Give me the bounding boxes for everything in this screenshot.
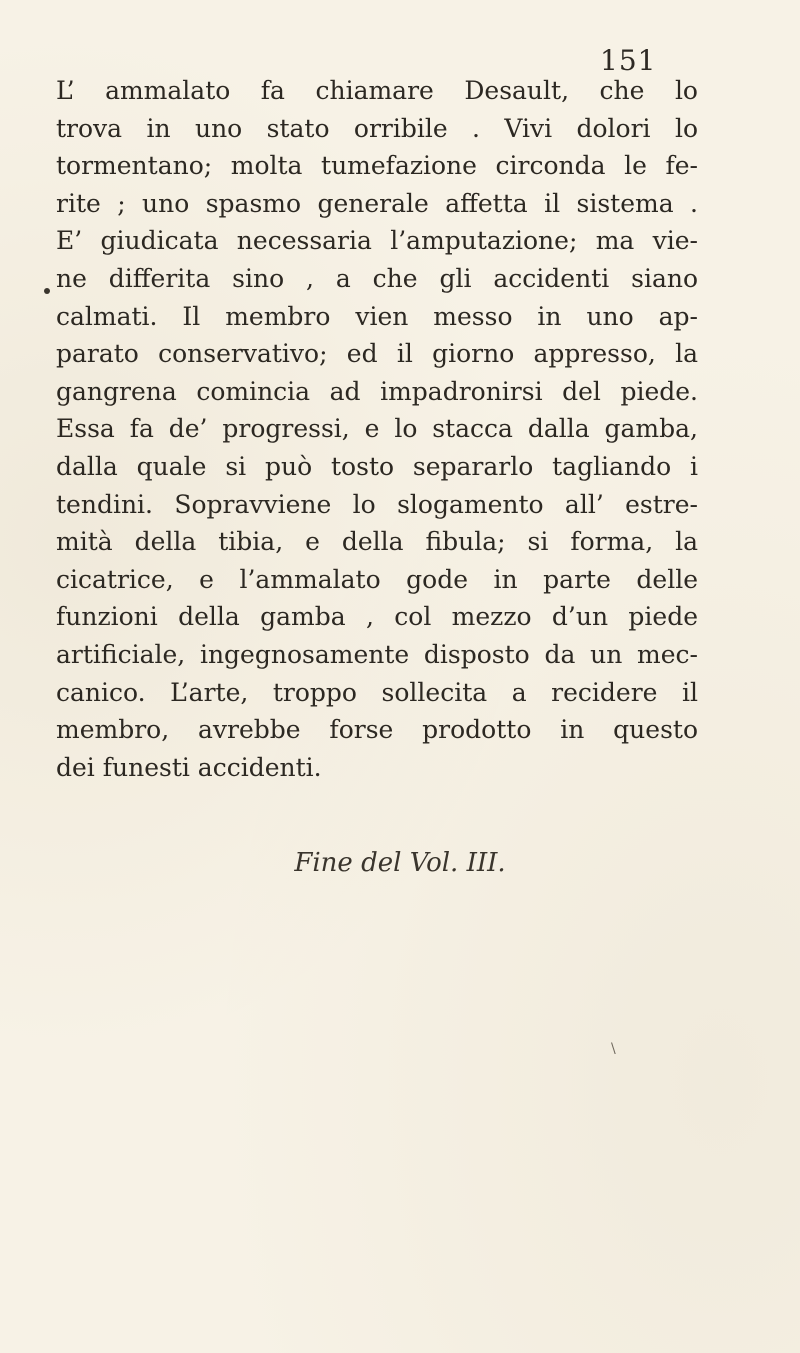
text-line: Essa fa de’ progressi, e lo stacca dalla gamba, (56, 414, 698, 444)
text-line: cicatrice, e l’ammalato gode in parte delle (56, 564, 698, 594)
page-number: 151 (600, 44, 657, 77)
text-line: tendini. Sopravviene lo slogamento all’ estre- (56, 489, 698, 519)
body-paragraph (56, 72, 698, 786)
text-line: artificiale, ingegnosamente disposto da un mec- (56, 639, 698, 669)
text-line: tormentano; molta tumefazione circonda le fe- (56, 151, 698, 181)
text-line: trova in uno stato orribile . Vivi dolori lo (56, 113, 698, 143)
text-line: funzioni della gamba , col mezzo d’un piede (56, 602, 698, 632)
text-line: parato conservativo; ed il giorno appresso, la (56, 339, 698, 369)
text-line: ne differita sino , a che gli accidenti siano (56, 263, 698, 293)
text-line: calmati. Il membro vien messo in uno ap- (56, 301, 698, 331)
text-line: dalla quale si può tosto separarlo tagliando i (56, 451, 698, 481)
text-line: gangrena comincia ad impadronirsi del piede. (56, 376, 698, 406)
text-line: mità della tibia, e della fibula; si forma, la (56, 527, 698, 557)
text-line: L’ ammalato fa chiamare Desault, che lo (56, 76, 698, 105)
margin-dot (44, 288, 50, 294)
volume-end-note: Fine del Vol. III. (294, 848, 506, 878)
text-line: canico. L’arte, troppo sollecita a recidere il (56, 677, 698, 707)
text-line: membro, avrebbe forse prodotto in questo (56, 715, 698, 745)
text-line: E’ giudicata necessaria l’amputazione; ma vie- (56, 226, 698, 256)
stray-mark: \ (611, 1041, 616, 1057)
text-line: rite ; uno spasmo generale affetta il sistema . (56, 188, 698, 218)
text-line: dei funesti accidenti. (56, 752, 322, 782)
